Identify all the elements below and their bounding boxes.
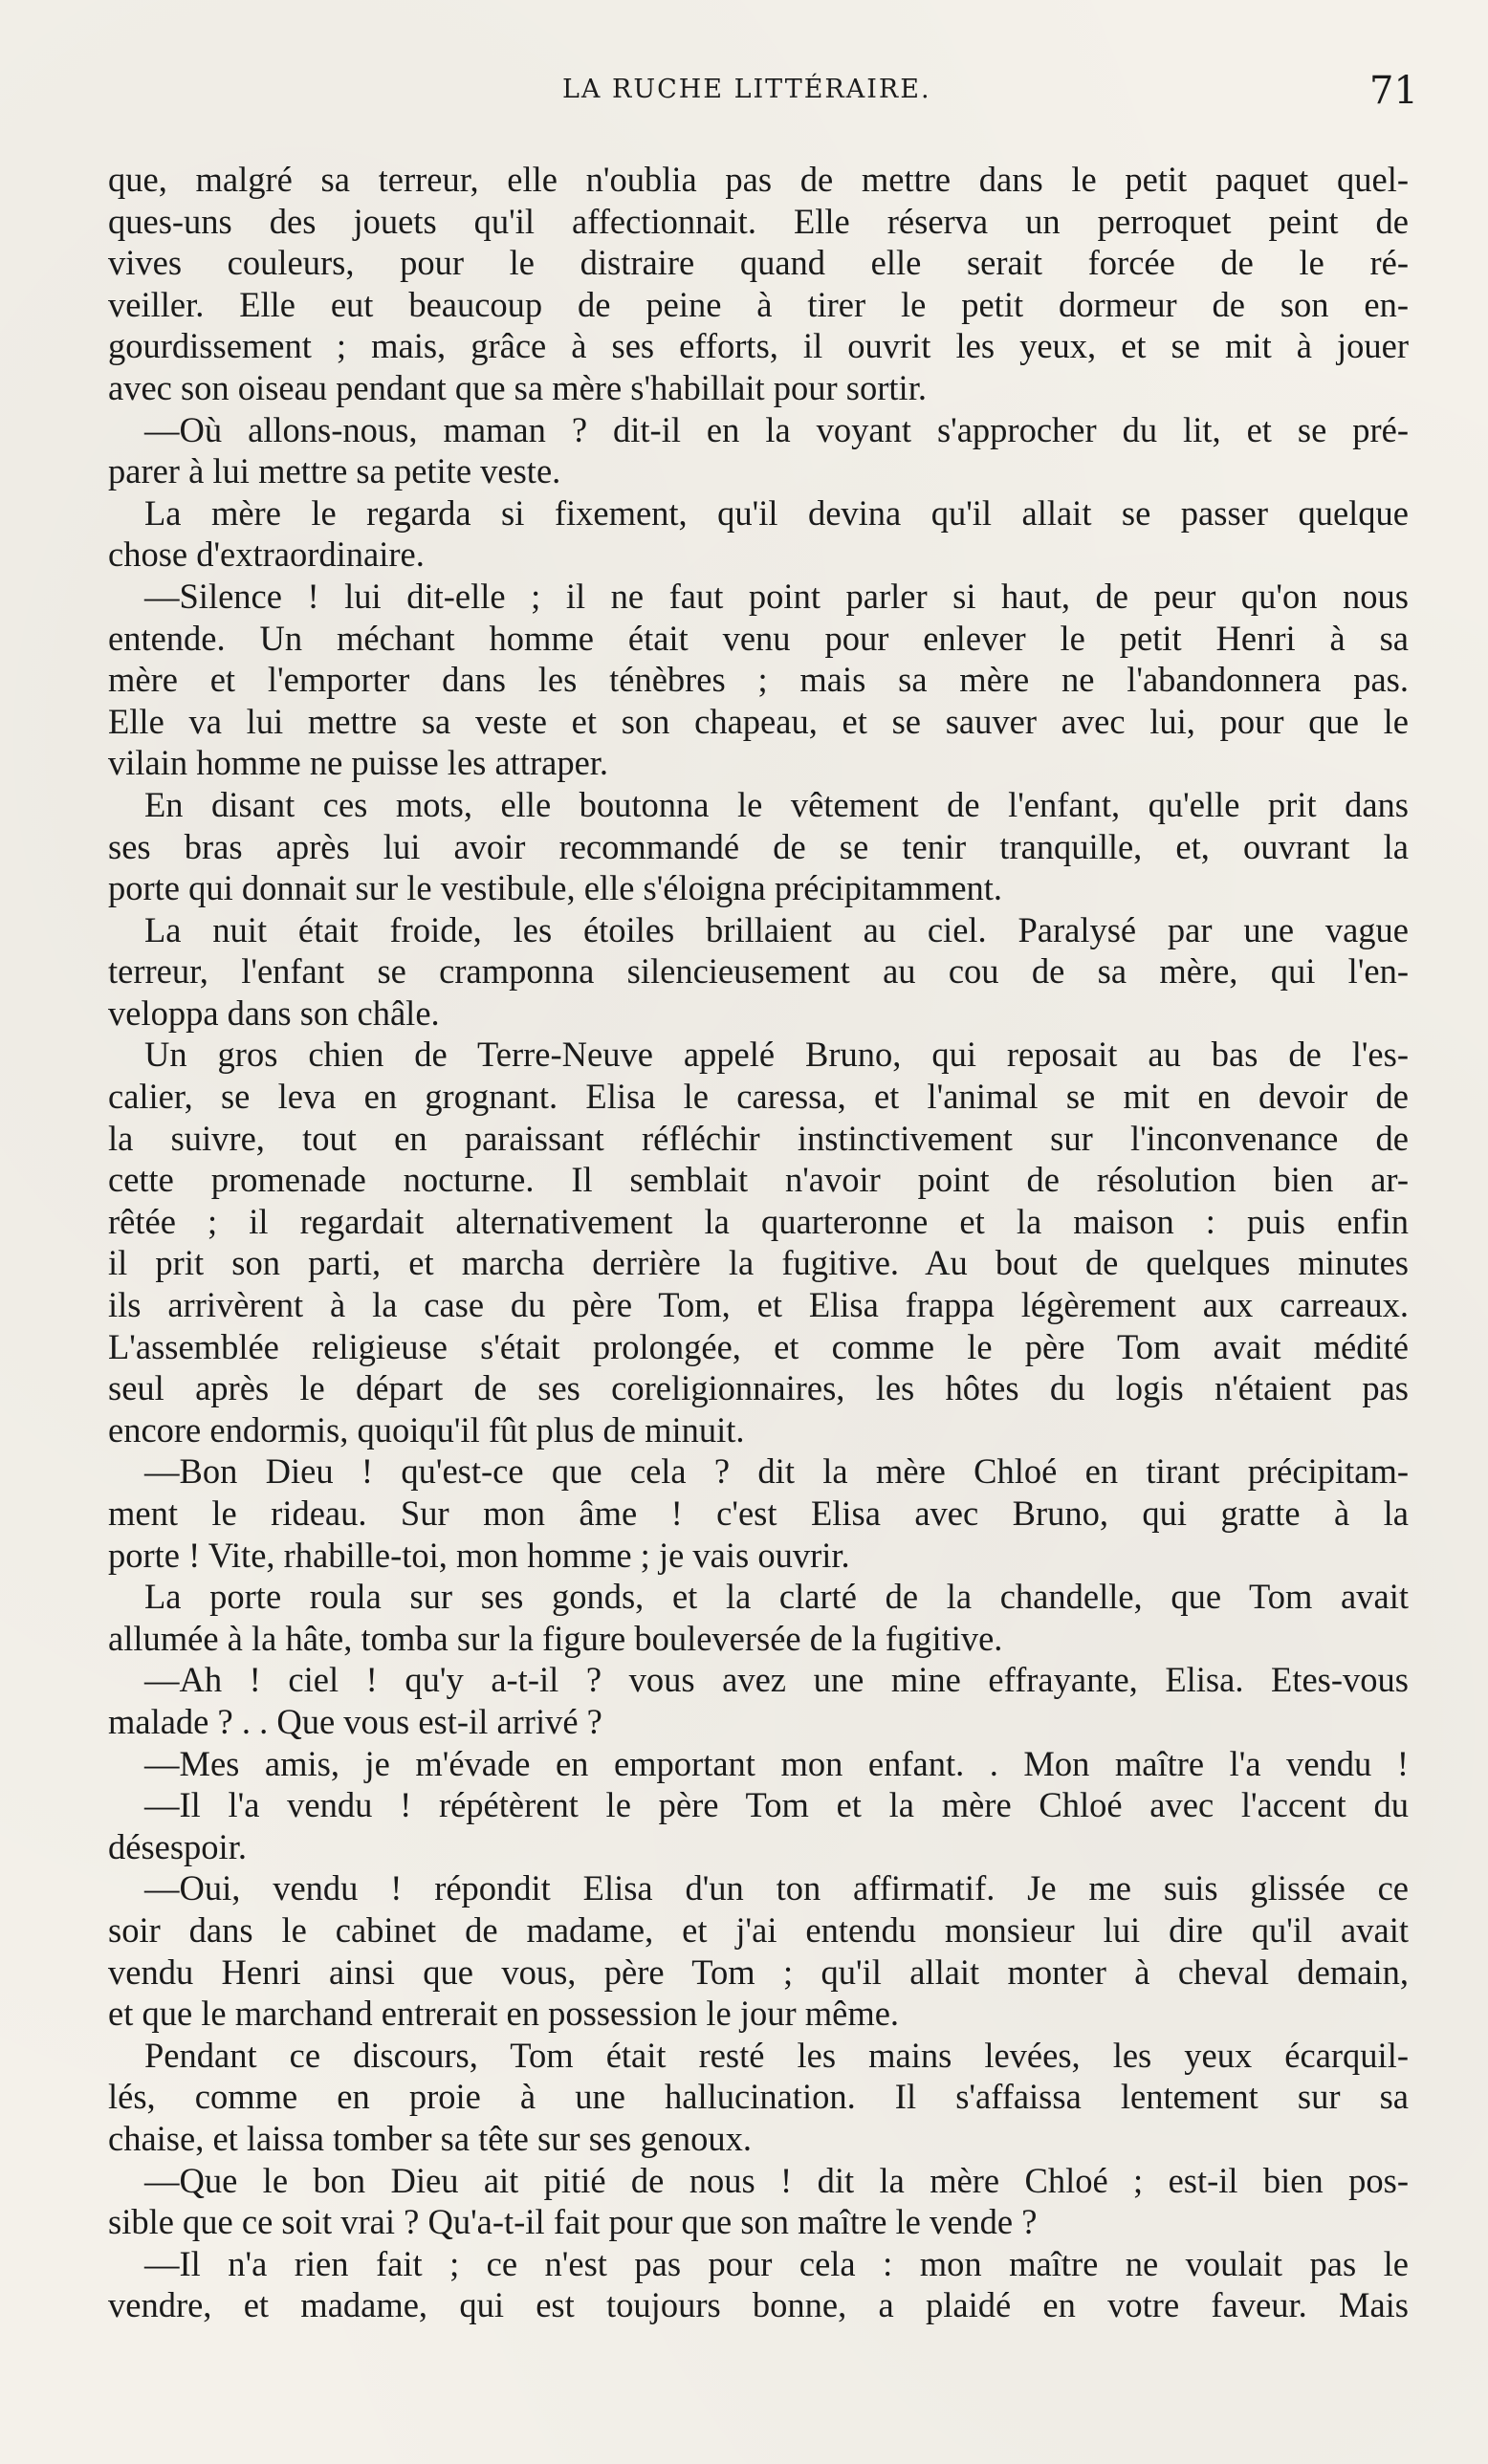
- running-title: LA RUCHE LITTÉRAIRE.: [562, 75, 931, 104]
- text-line: En disant ces mots, elle boutonna le vêtement de l'enfant, qu'elle prit dans: [144, 784, 1409, 824]
- text-line: désespoir.: [108, 1826, 247, 1866]
- text-line: parer à lui mettre sa petite veste.: [108, 451, 561, 491]
- text-line: porte ! Vite, rhabille-toi, mon homme ; je vais ouvrir.: [108, 1535, 850, 1575]
- text-line: ques-uns des jouets qu'il affectionnait. Elle réserva un perroquet peint de: [108, 201, 1409, 241]
- text-line: ils arrivèrent à la case du père Tom, et Elisa frappa légèrement aux carreaux.: [108, 1285, 1409, 1325]
- text-line: que, malgré sa terreur, elle n'oublia pas de mettre dans le petit paquet quel-: [108, 160, 1409, 199]
- text-line: —Silence ! lui dit-elle ; il ne faut point parler si haut, de peur qu'on nous: [144, 576, 1409, 616]
- text-line: allumée à la hâte, tomba sur la figure bouleversée de la fugitive.: [108, 1618, 1003, 1658]
- text-line: ses bras après lui avoir recommandé de se tenir tranquille, et, ouvrant la: [108, 826, 1409, 866]
- text-line: —Que le bon Dieu ait pitié de nous ! dit la mère Chloé ; est-il bien pos-: [144, 2160, 1409, 2200]
- text-line: L'assemblée religieuse s'était prolongée, et comme le père Tom avait médité: [108, 1326, 1409, 1366]
- text-line: encore endormis, quoiqu'il fût plus de minuit.: [108, 1409, 745, 1450]
- text-line: vendre, et madame, qui est toujours bonne, a plaidé en votre faveur. Mais: [108, 2285, 1409, 2325]
- text-line: —Il n'a rien fait ; ce n'est pas pour cela : mon maître ne voulait pas le: [144, 2243, 1409, 2283]
- text-line: La porte roula sur ses gonds, et la clarté de la chandelle, que Tom avait: [144, 1577, 1409, 1617]
- text-line: ment le rideau. Sur mon âme ! c'est Elisa avec Bruno, qui gratte à la: [108, 1494, 1409, 1533]
- text-line: Pendant ce discours, Tom était resté les mains levées, les yeux écarquil-: [144, 2035, 1409, 2075]
- text-line: —Mes amis, je m'évade en emportant mon enfant. . Mon maître l'a vendu !: [144, 1743, 1409, 1783]
- text-line: soir dans le cabinet de madame, et j'ai entendu monsieur lui dire qu'il avait: [108, 1909, 1409, 1950]
- running-head: [0, 69, 1488, 113]
- text-line: malade ? . . Que vous est-il arrivé ?: [108, 1701, 602, 1741]
- text-line: gourdissement ; mais, grâce à ses efforts, il ouvrit les yeux, et se mit à jouer: [108, 326, 1409, 366]
- text-line: chose d'extraordinaire.: [108, 534, 425, 575]
- text-line: Elle va lui mettre sa veste et son chapeau, et se sauver avec lui, pour que le: [108, 701, 1409, 741]
- text-line: porte qui donnait sur le vestibule, elle s'éloigna précipitamment.: [108, 868, 1003, 908]
- text-line: terreur, l'enfant se cramponna silencieusement au cou de sa mère, qui l'en-: [108, 951, 1409, 992]
- text-line: La nuit était froide, les étoiles brillaient au ciel. Paralysé par une vague: [144, 909, 1409, 949]
- text-line: la suivre, tout en paraissant réfléchir instinctivement sur l'inconvenance de: [108, 1118, 1409, 1158]
- body-text: [108, 159, 1409, 2326]
- text-line: cette promenade nocturne. Il semblait n'avoir point de résolution bien ar-: [108, 1160, 1409, 1200]
- text-line: mère et l'emporter dans les ténèbres ; mais sa mère ne l'abandonnera pas.: [108, 660, 1409, 700]
- text-line: vendu Henri ainsi que vous, père Tom ; qu'il allait monter à cheval demain,: [108, 1952, 1409, 1992]
- text-line: vives couleurs, pour le distraire quand elle serait forcée de le ré-: [108, 243, 1409, 283]
- text-line: rêtée ; il regardait alternativement la quarteronne et la maison : puis enfin: [108, 1201, 1409, 1241]
- text-line: sible que ce soit vrai ? Qu'a-t-il fait pour que son maître le vende ?: [108, 2202, 1038, 2242]
- text-line: avec son oiseau pendant que sa mère s'habillait pour sortir.: [108, 367, 927, 407]
- text-line: veloppa dans son châle.: [108, 992, 440, 1033]
- text-line: chaise, et laissa tomber sa tête sur ses genoux.: [108, 2118, 753, 2158]
- text-line: —Bon Dieu ! qu'est-ce que cela ? dit la mère Chloé en tirant précipitam-: [144, 1451, 1409, 1492]
- text-line: —Où allons-nous, maman ? dit-il en la voyant s'approcher du lit, et se pré-: [144, 409, 1409, 449]
- text-line: vilain homme ne puisse les attraper.: [108, 743, 609, 783]
- text-line: entende. Un méchant homme était venu pour enlever le petit Henri à sa: [108, 618, 1409, 658]
- text-line: —Oui, vendu ! répondit Elisa d'un ton affirmatif. Je me suis glissée ce: [144, 1868, 1409, 1908]
- text-line: il prit son parti, et marcha derrière la fugitive. Au bout de quelques minutes: [108, 1243, 1409, 1283]
- text-line: seul après le départ de ses coreligionnaires, les hôtes du logis n'étaient pas: [108, 1368, 1409, 1408]
- text-line: calier, se leva en grognant. Elisa le caressa, et l'animal se mit en devoir de: [108, 1077, 1409, 1117]
- text-line: veiller. Elle eut beaucoup de peine à tirer le petit dormeur de son en-: [108, 284, 1409, 324]
- text-line: lés, comme en proie à une hallucination. Il s'affaissa lentement sur sa: [108, 2077, 1409, 2117]
- text-line: Un gros chien de Terre-Neuve appelé Bruno, qui reposait au bas de l'es-: [144, 1035, 1409, 1075]
- text-line: —Ah ! ciel ! qu'y a-t-il ? vous avez une mine effrayante, Elisa. Etes-vous: [144, 1660, 1409, 1700]
- page-number: 71: [1369, 69, 1418, 113]
- text-line: La mère le regarda si fixement, qu'il devina qu'il allait se passer quelque: [144, 492, 1409, 533]
- text-line: et que le marchand entrerait en possession le jour même.: [108, 1994, 900, 2034]
- text-line: —Il l'a vendu ! répétèrent le père Tom et la mère Chloé avec l'accent du: [144, 1785, 1409, 1825]
